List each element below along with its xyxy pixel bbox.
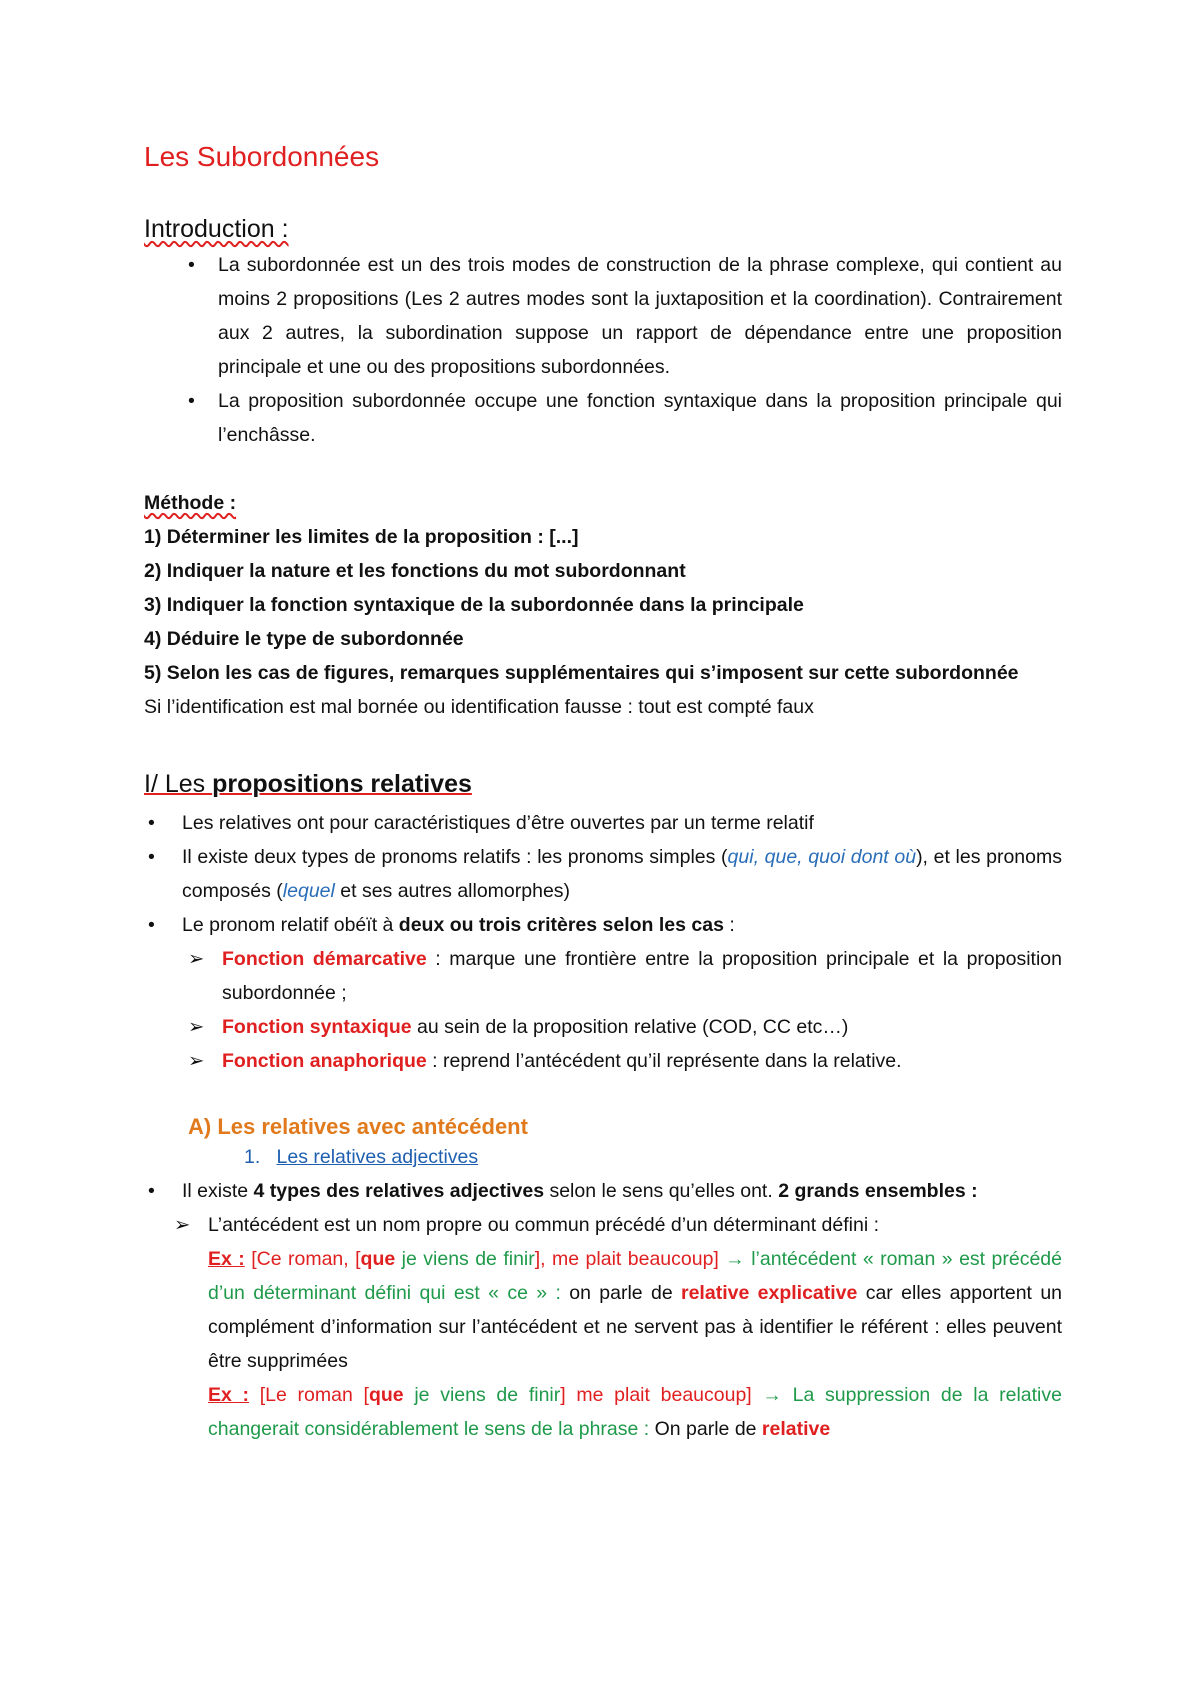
methode-heading: Méthode : [144,491,237,514]
section-heading: I/ Les propositions relatives [144,769,472,798]
list-item: • Le pronom relatif obéït à deux ou trois critères selon les cas : [144,908,1062,942]
list-item: • Il existe deux types de pronoms relatifs : les pronoms simples (qui, que, quoi dont où), et les pronoms composés (lequel et ses autres allomorphes) [144,840,1062,908]
methode-step: 5) Selon les cas de figures, remarques supplémentaires qui s’imposent sur cette subordonnée [144,661,1019,684]
methode-step: 3) Indiquer la fonction syntaxique de la subordonnée dans la principale [144,593,804,616]
list-item: ➢ Fonction anaphorique : reprend l’antécédent qu’il représente dans la relative. [144,1044,1062,1078]
fonctions-list [144,942,1062,1078]
list-item: • Les relatives ont pour caractéristiques d’être ouvertes par un terme relatif [144,806,1062,840]
bullet-icon: • [148,914,155,937]
arrow-bullet-icon: ➢ [188,948,205,971]
methode-step: 4) Déduire le type de subordonnée [144,627,464,650]
arrow-right-icon: → [718,1248,752,1271]
list-item: ➢ Fonction syntaxique au sein de la proposition relative (COD, CC etc…) [144,1010,1062,1044]
list-item: • La proposition subordonnée occupe une fonction syntaxique dans la proposition principale qui l’enchâsse. [144,384,1062,452]
example-paragraph: Ex : [Le roman [que je viens de finir] me plait beaucoup] → La suppression de la relative changerait considérablement le sens de la phrase : On parle de relative [208,1384,1062,1441]
subsubsection-heading: 1. Les relatives adjectives [244,1146,479,1169]
methode-note: Si l’identification est mal bornée ou identification fausse : tout est compté faux [144,695,814,718]
arrow-bullet-icon: ➢ [188,1016,205,1039]
intro-section [144,214,1062,452]
list-item: • La subordonnée est un des trois modes de construction de la phrase complexe, qui contient au moins 2 propositions (Les 2 autres modes sont la juxtaposition et la coordination). Contrairement aux 2 autres, la subordination suppose un rapport de dépendance entre une proposition principale et une ou des propositions subordonnées. [144,248,1062,384]
list-item: • Il existe 4 types des relatives adjectives selon le sens qu’elles ont. 2 grands ensembles : [144,1174,1062,1208]
adjectives-bullets [144,1174,1062,1208]
methode-section [144,486,1062,724]
intro-bullets [144,248,1062,452]
bullet-icon: • [188,253,195,276]
list-item: ➢ L’antécédent est un nom propre ou commun précédé d’un déterminant défini : [144,1208,1062,1242]
example-paragraph: Ex : [Ce roman, [que je viens de finir], me plait beaucoup] → l’antécédent « roman » est précédé d’un déterminant défini qui est « ce » : on parle de relative explicative car elles apportent un complément d’information sur l’antécédent et ne servent pas à identifier le référent : elles peuvent être supprimées [208,1248,1063,1373]
ensembles-list [144,1208,1062,1242]
page-title: Les Subordonnées [144,141,380,172]
bullet-icon: • [188,389,195,412]
methode-step: 2) Indiquer la nature et les fonctions du mot subordonnant [144,559,686,582]
arrow-bullet-icon: ➢ [188,1050,205,1073]
bullet-icon: • [148,1180,155,1203]
methode-step: 1) Déterminer les limites de la proposition : [...] [144,525,579,548]
arrow-bullet-icon: ➢ [174,1214,191,1237]
bullet-icon: • [148,846,155,869]
arrow-right-icon: → [751,1384,793,1407]
document-page [144,140,1062,1446]
list-item: ➢ Fonction démarcative : marque une frontière entre la proposition principale et la proposition subordonnée ; [144,942,1062,1010]
relatives-bullets [144,806,1062,942]
subsection-heading: A) Les relatives avec antécédent [188,1114,528,1140]
intro-heading: Introduction : [144,214,289,243]
bullet-icon: • [148,812,155,835]
